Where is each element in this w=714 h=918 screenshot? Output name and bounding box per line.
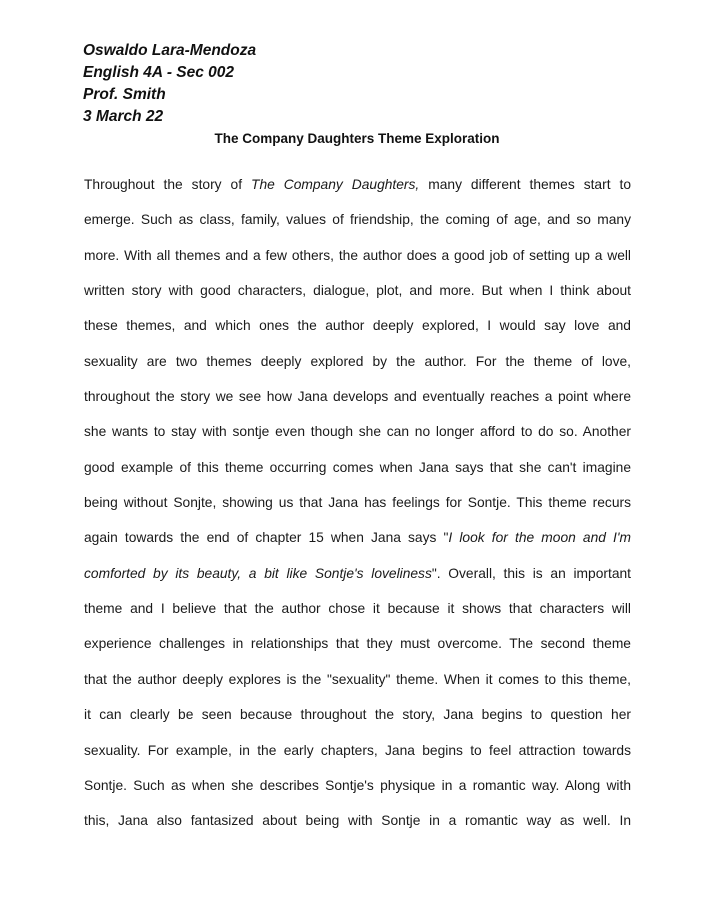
body-line [84,520,631,555]
essay-title: The Company Daughters Theme Exploration [214,131,500,146]
body-text-segment: Sontje. Such as when she describes Sontje's physique in a romantic way. Along with [84,777,631,793]
body-line [84,591,631,626]
body-text-segment: this, Jana also fantasized about being with Sontje in a romantic way as well. In [84,813,631,829]
body-text-segment: sexuality. For example, in the early chapters, Jana begins to feel attraction towards [84,742,631,758]
body-text-segment: sexuality are two themes deeply explored by the author. For the theme of love, [84,353,631,369]
body-line [84,803,631,838]
body-line [84,733,631,768]
italic-text: The Company Daughters, [251,177,420,192]
body-line [84,202,631,237]
body-text-segment: it can clearly be seen because throughout the story, Jana begins to question her [84,707,631,723]
document-date: 3 March 22 [83,108,164,125]
body-text-segment: theme and I believe that the author chose it because it shows that characters will [84,601,631,617]
body-line [84,238,631,273]
document-header [83,40,643,128]
body-text-segment: more. With all themes and a few others, the author does a good job of setting up a well [84,247,631,263]
essay-body [84,167,631,839]
body-text-segment: she wants to stay with sontje even though she can no longer afford to do so. Another [84,424,631,440]
body-text-segment: being without Sonjte, showing us that Jana has feelings for Sontje. This theme recurs [84,495,631,511]
body-text-segment: ". Overall, this is an important [431,565,631,581]
body-line [84,167,631,202]
body-line [84,308,631,343]
body-line [84,556,631,591]
course-name: English 4A - Sec 002 [83,64,235,81]
body-line [84,626,631,661]
body-text-segment: throughout the story we see how Jana develops and eventually reaches a point where [84,389,631,405]
body-text-segment: experience challenges in relationships that they must overcome. The second theme [84,636,631,652]
body-text-segment: many different themes start to [419,177,632,192]
professor-name: Prof. Smith [83,86,166,103]
body-text-segment: that the author deeply explores is the "sexuality" theme. When it comes to this theme, [84,671,631,687]
body-text-segment: again towards the end of chapter 15 when Jana says " [84,530,449,546]
body-text-segment: these themes, and which ones the author deeply explored, I would say love and [84,318,631,334]
body-line [84,450,631,485]
body-line [84,768,631,803]
italic-text: comforted by its beauty, a bit like Sontje's loveliness [84,565,432,581]
body-text-segment: Throughout the story of [84,177,252,192]
body-text-segment: written story with good characters, dialogue, plot, and more. But when I think about [84,283,631,299]
body-line [84,414,631,449]
body-line [84,273,631,308]
body-line [84,662,631,697]
body-text-segment: emerge. Such as class, family, values of friendship, the coming of age, and so many [84,212,631,228]
author-name: Oswaldo Lara-Mendoza [83,42,257,59]
body-text-segment: good example of this theme occurring comes when Jana says that she can't imagine [84,459,631,475]
body-line [84,344,631,379]
body-line [84,485,631,520]
body-line [84,379,631,414]
italic-text: I look for the moon and I'm [448,530,632,546]
body-line [84,697,631,732]
